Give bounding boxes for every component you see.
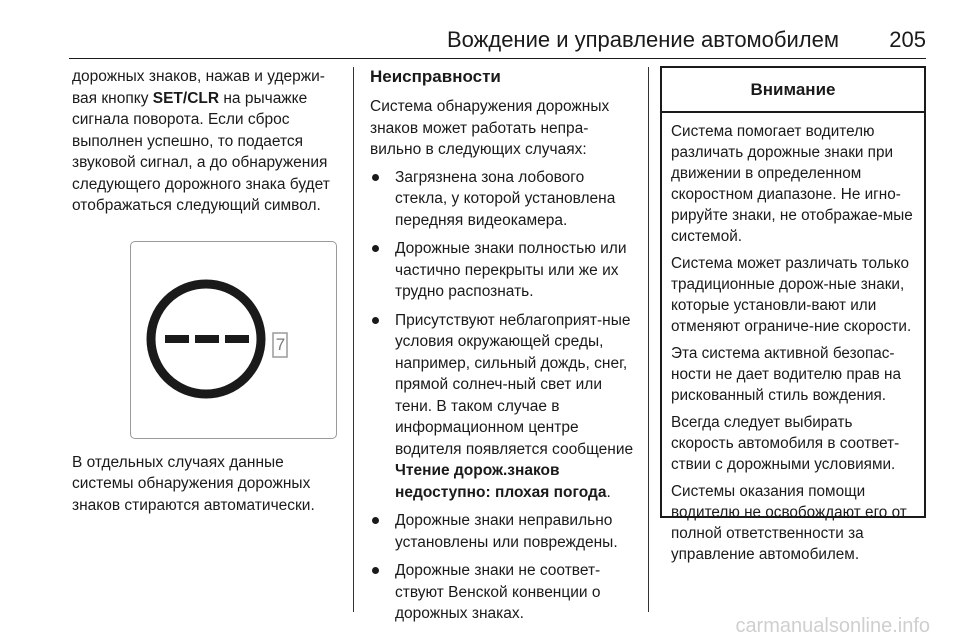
list-item-text: Дорожные знаки не соответ-ствуют Венской конвенции о дорожных знаках. [395, 562, 601, 622]
bullet-icon [372, 317, 379, 324]
section-heading-malfunctions: Неисправности [370, 67, 501, 86]
warning-title: Внимание [662, 68, 924, 113]
watermark: carmanualsonline.info [735, 615, 930, 637]
list-item [370, 238, 636, 303]
set-clr-button-name: SET/CLR [152, 89, 220, 107]
no-sign-detected-figure [130, 241, 337, 439]
auto-erase-paragraph: В отдельных случаях данные системы обнаружения дорожных знаков стираются автоматически. [72, 453, 315, 514]
dic-message-text: Чтение дорож.знаков недоступно: плохая погода [395, 462, 607, 501]
bullet-icon [372, 174, 379, 181]
header-rule [69, 58, 926, 59]
list-item-text: Дорожные знаки неправильно установлены или повреждены. [395, 512, 618, 551]
column-divider-right [648, 67, 649, 612]
warning-body [662, 113, 924, 565]
warning-paragraph: Всегда следует выбирать скорость автомобиля в соответ-ствии с дорожными условиями. [671, 414, 900, 473]
warning-paragraph: Система может различать только традиционные дорож-ные знаки, которые установли-вают или отменяют ограниче-ние скорости. [671, 255, 912, 335]
warning-paragraph: Эта система активной безопас-ности не дает водителю прав на рискованный стиль вождения. [671, 345, 902, 404]
running-header-title: Вождение и управление автомобилем [446, 27, 839, 52]
column-right [660, 66, 926, 563]
figure-number-label: 7 [275, 334, 286, 354]
reset-text-start: дорожных знаков, нажав и удержи-вая кнопку [72, 68, 325, 107]
list-item [370, 560, 636, 625]
list-item [370, 167, 636, 232]
list-item-tail: . [606, 483, 611, 501]
list-item-text: Дорожные знаки полностью или частично перекрыты или же их трудно распознать. [395, 240, 627, 300]
reset-paragraph [72, 66, 344, 217]
list-item-text: Загрязнена зона лобового стекла, у которой установлена передняя видеокамера. [395, 168, 616, 229]
bullet-icon [372, 567, 379, 574]
warning-box [660, 66, 926, 563]
end-of-restriction-sign-icon [131, 242, 336, 438]
list-item-text: Присутствуют неблагоприят-ные условия окружающей среды, например, сильный дождь, снег, прямой солнеч-ный свет или тени. В таком случае в информационном центре водителя появляется сообщение [395, 311, 634, 458]
page-number: 205 [889, 27, 926, 52]
malfunctions-intro: Система обнаружения дорожных знаков может работать непра-вильно в следующих случаях: [370, 98, 610, 158]
warning-paragraph: Системы оказания помощи водителю не освобождают его от полной ответственности за управление автомобилем. [671, 483, 907, 563]
warning-paragraph: Система помогает водителю различать дорожные знаки при движении в определенном скоростном диапазоне. Не игно-рируйте знаки, не отображае-мые системой. [671, 123, 913, 245]
column-middle [370, 66, 636, 632]
column-divider-left [353, 67, 354, 612]
bullet-icon [372, 245, 379, 252]
list-item [370, 510, 636, 553]
column-left [72, 66, 344, 516]
list-item [370, 310, 636, 504]
reset-text-end: на рычажке сигнала поворота. Если сброс выполнен успешно, то подается звуковой сигнал, а до обнаружения следующего дорожного знака будет отображаться следующий символ. [72, 89, 330, 214]
malfunctions-list [370, 167, 636, 625]
bullet-icon [372, 517, 379, 524]
